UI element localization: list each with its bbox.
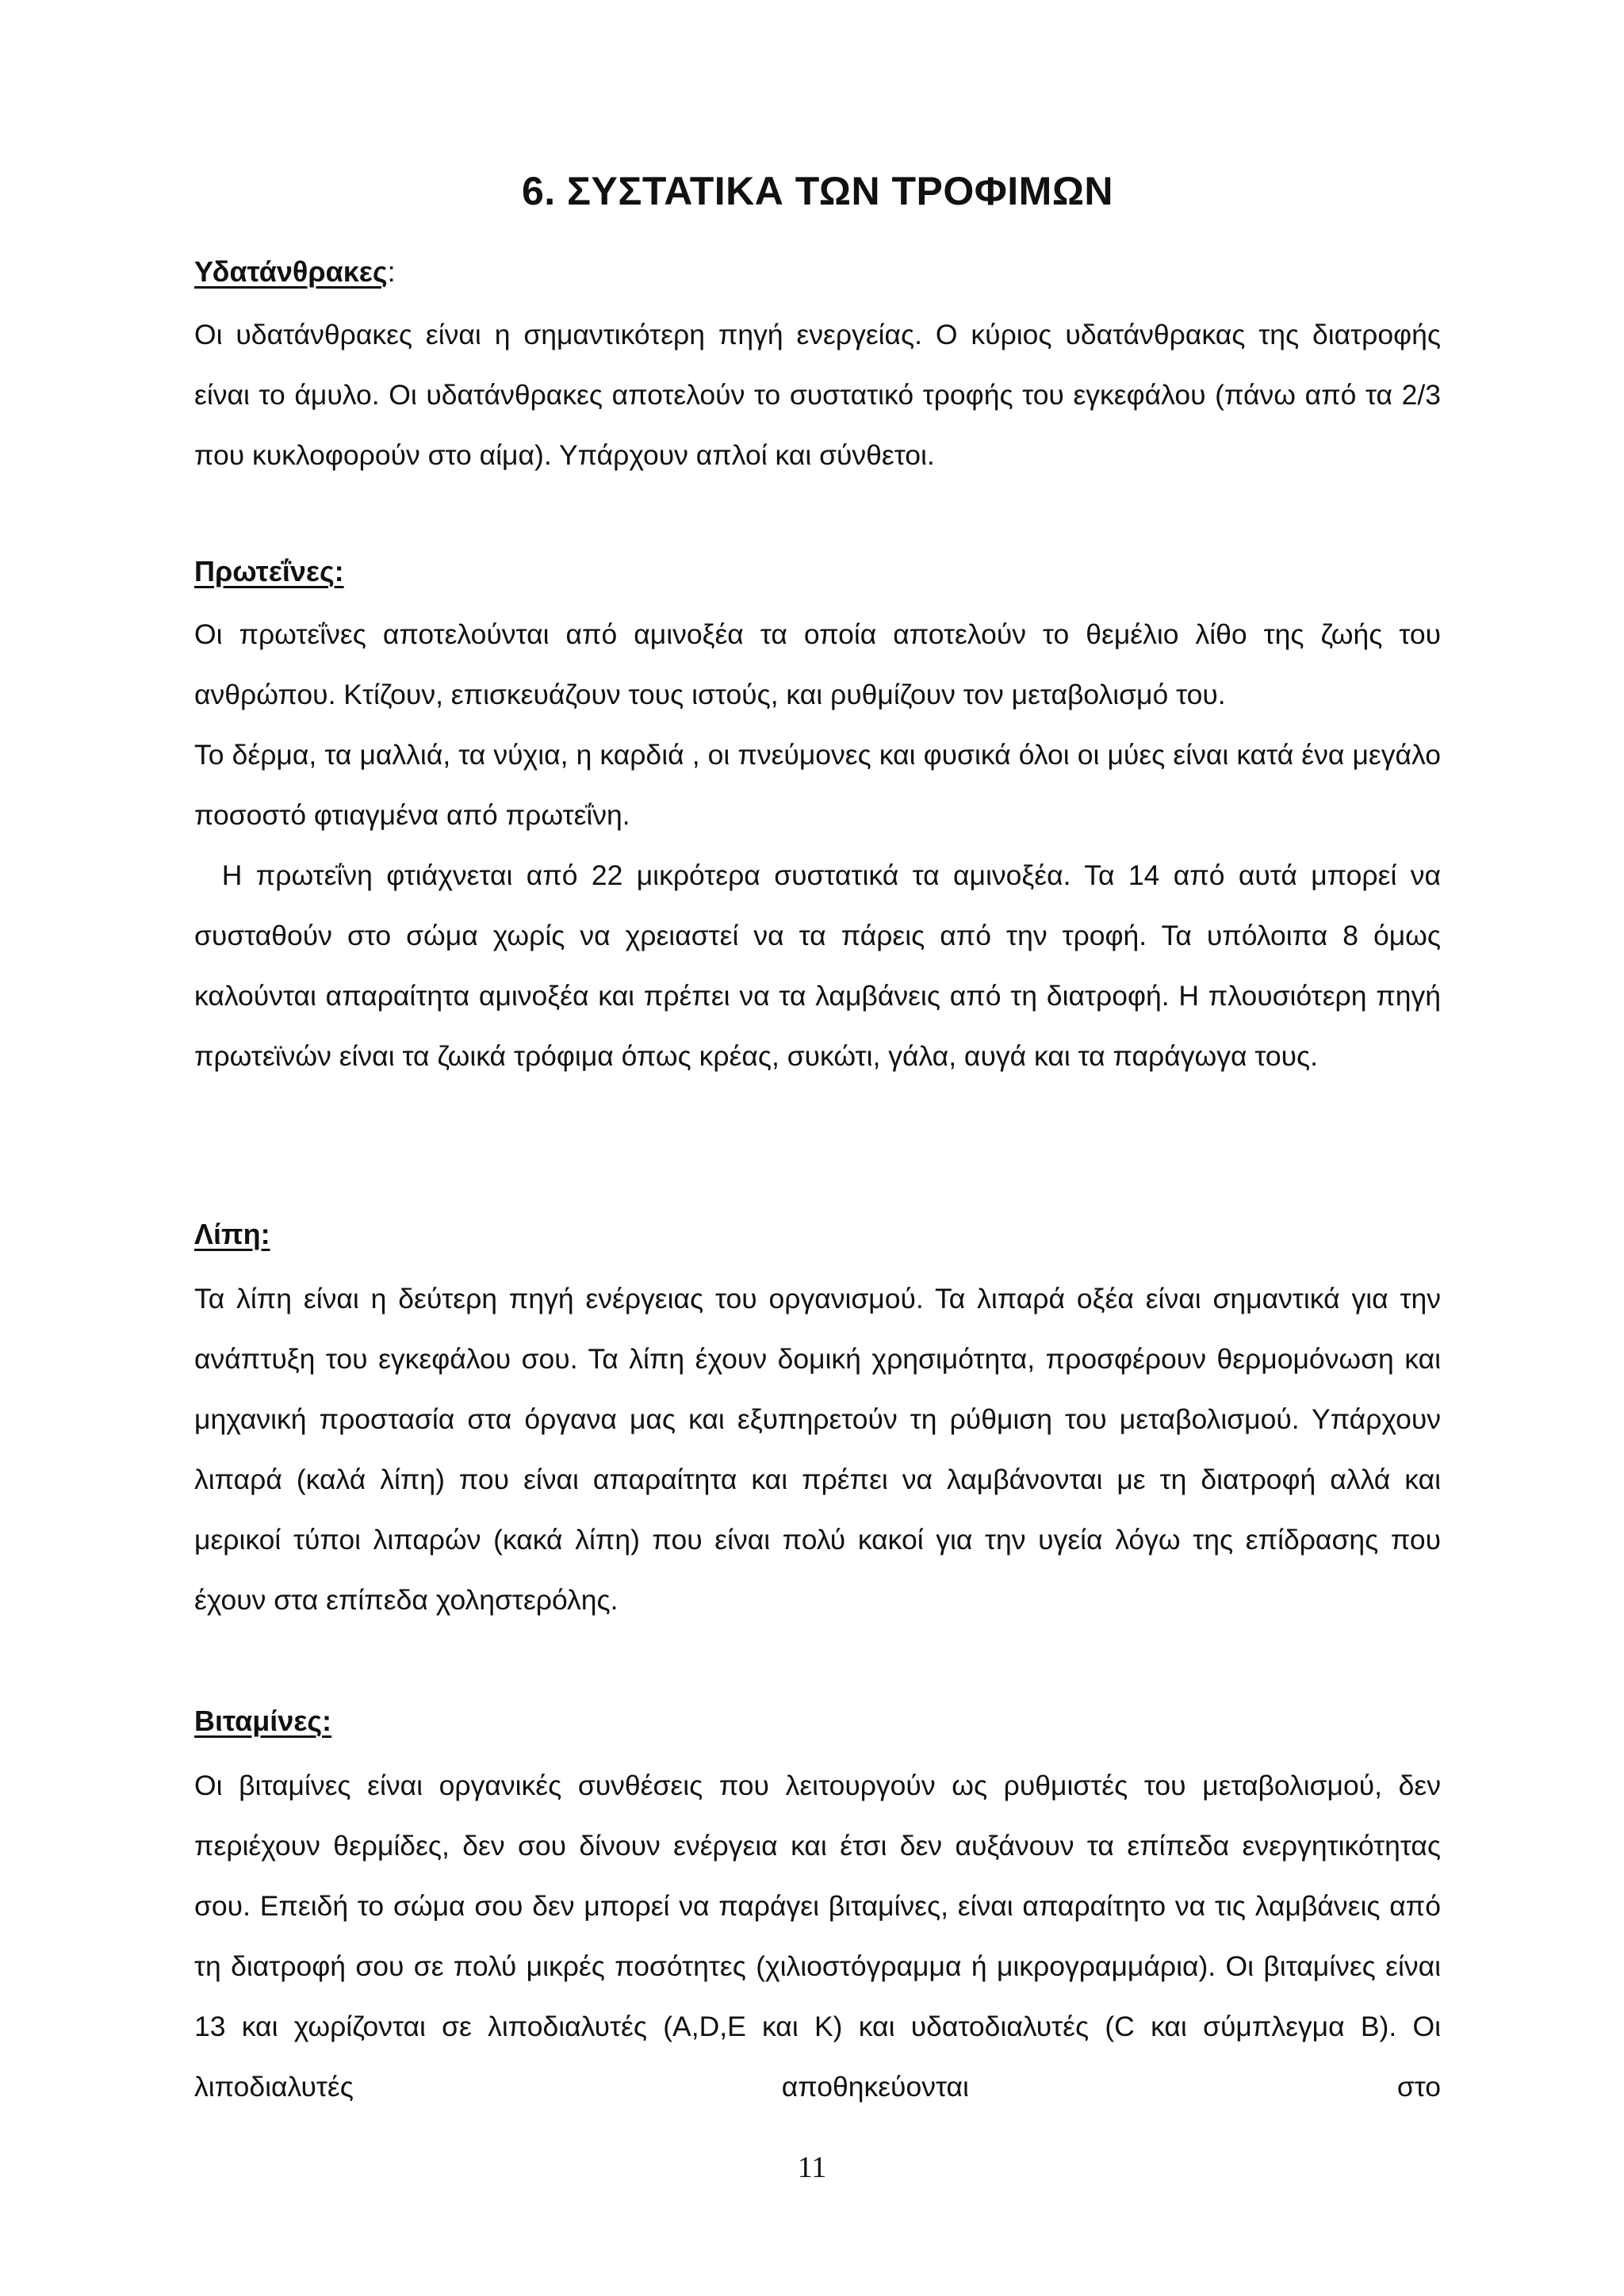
section-heading-suffix: : <box>387 255 396 288</box>
section-heading-vitamins <box>194 1705 331 1738</box>
paragraph-proteins-1: Οι πρωτεΐνες αποτελούνται από αμινοξέα τα οποία αποτελούν το θεμέλιο λίθο της ζωής του ανθρώπου. Κτίζουν, επισκευάζουν τους ιστούς, και ρυθμίζουν τον μεταβολισμό του. <box>194 618 1441 710</box>
section-heading-text: Βιταμίνες: <box>194 1705 332 1737</box>
section-heading-fats <box>194 1218 270 1251</box>
section-heading-text: Πρωτεΐνες: <box>194 555 344 587</box>
section-heading-text: Λίπη: <box>194 1218 270 1250</box>
page-number: 11 <box>797 2151 827 2184</box>
paragraph-carbohydrates: Οι υδατάνθρακες είναι η σημαντικότερη πηγή ενεργείας. Ο κύριος υδατάνθρακας της διατροφής είναι το άμυλο. Οι υδατάνθρακες αποτελούν το συστατικό τροφής του εγκεφάλου (πάνω από τα 2/3 που κυκλοφορούν στο αίμα). Υπάρχουν απλοί και σύνθετοι. <box>194 319 1441 471</box>
paragraph-vitamins: Οι βιταμίνες είναι οργανικές συνθέσεις που λειτουργούν ως ρυθμιστές του μεταβολισμού, δεν περιέχουν θερμίδες, δεν σου δίνουν ενέργεια και έτσι δεν αυξάνουν τα επίπεδα ενεργητικότητας σου. Επειδή το σώμα σου δεν μπορεί να παράγει βιταμίνες, είναι απαραίτητο να τις λαμβάνεις από τη διατροφή σου σε πολύ μικρές ποσότητες (χιλιοστόγραμμα ή μικρογραμμάρια). Οι βιταμίνες είναι 13 και χωρίζονται σε λιποδιαλυτές (A,D,E και K) και υδατοδιαλυτές (C και σύμπλεγμα B). Οι λιποδιαλυτές αποθηκεύονται στο <box>194 1770 1441 2103</box>
section-heading-text: Υδατάνθρακες <box>194 255 388 288</box>
section-heading-proteins <box>194 555 344 588</box>
page-title: 6. ΣΥΣΤΑΤΙΚΑ ΤΩΝ ΤΡΟΦΙΜΩΝ <box>521 169 1114 213</box>
paragraph-proteins-3: Η πρωτεΐνη φτιάχνεται από 22 μικρότερα συστατικά τα αμινοξέα. Τα 14 από αυτά μπορεί να συσταθούν στο σώμα χωρίς να χρειαστεί να τα πάρεις από την τροφή. Τα υπόλοιπα 8 όμως καλούνται απαραίτητα αμινοξέα και πρέπει να τα λαμβάνεις από τη διατροφή. Η πλουσιότερη πηγή πρωτεϊνών είναι τα ζωικά τρόφιμα όπως κρέας, συκώτι, γάλα, αυγά και τα παράγωγα τους. <box>194 859 1449 1072</box>
paragraph-proteins-2: Το δέρμα, τα μαλλιά, τα νύχια, η καρδιά , οι πνεύμονες και φυσικά όλοι οι μύες είναι κατά ένα μεγάλο ποσοστό φτιαγμένα από πρωτεΐνη. <box>194 739 1441 831</box>
paragraph-fats: Τα λίπη είναι η δεύτερη πηγή ενέργειας του οργανισμού. Τα λιπαρά οξέα είναι σημαντικά για την ανάπτυξη του εγκεφάλου σου. Τα λίπη έχουν δομική χρησιμότητα, προσφέρουν θερμομόνωση και μηχανική προστασία στα όργανα μας και εξυπηρετούν τη ρύθμιση του μεταβολισμού. Υπάρχουν λιπαρά (καλά λίπη) που είναι απαραίτητα και πρέπει να λαμβάνονται με τη διατροφή αλλά και μερικοί τύποι λιπαρών (κακά λίπη) που είναι πολύ κακοί για την υγεία λόγω της επίδρασης που έχουν στα επίπεδα χοληστερόλης. <box>194 1283 1441 1616</box>
section-heading-carbohydrates <box>194 255 396 289</box>
